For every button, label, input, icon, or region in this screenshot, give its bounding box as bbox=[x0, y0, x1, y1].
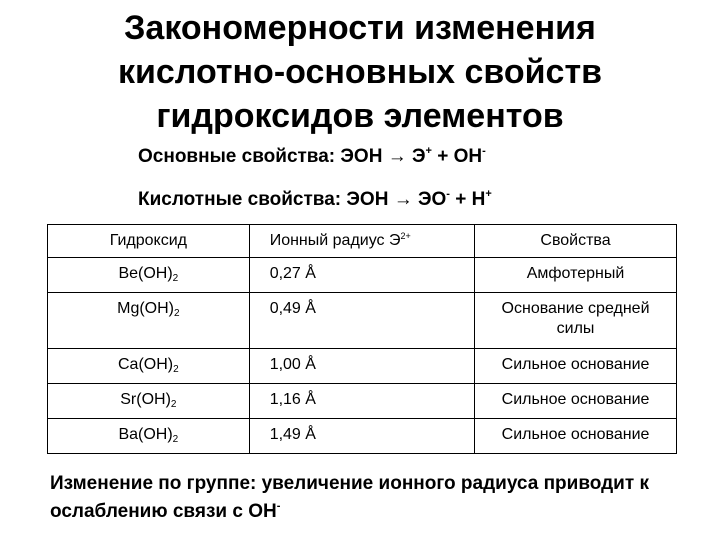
formula-subscript: 2 bbox=[172, 434, 179, 445]
formula-subscript: 2 bbox=[173, 364, 179, 375]
header-ionic-radius-text: Ионный радиус Э bbox=[269, 232, 401, 249]
acidic-equation-middle: + Н bbox=[449, 189, 486, 210]
title-line-1: Закономерности изменения bbox=[124, 9, 596, 47]
table-row bbox=[48, 293, 677, 349]
cell-radius: 1,00 Å bbox=[249, 349, 474, 384]
hydroxides-table bbox=[47, 224, 677, 454]
table-row bbox=[48, 349, 677, 384]
table-row bbox=[48, 419, 677, 454]
cell-radius: 0,49 Å bbox=[249, 293, 474, 349]
cell-formula bbox=[48, 258, 250, 293]
cell-property: Амфотерный bbox=[475, 258, 677, 293]
acidic-equation-text: Кислотные свойства: ЭОН → ЭО bbox=[138, 189, 447, 210]
basic-equation-charge-2: - bbox=[482, 145, 486, 157]
cell-property: Основание средней силы bbox=[475, 293, 677, 349]
cell-formula bbox=[48, 349, 250, 384]
acidic-equation-charge-2: + bbox=[485, 188, 492, 200]
cell-formula bbox=[48, 419, 250, 454]
cell-property: Сильное основание bbox=[475, 419, 677, 454]
formula-subscript: 2 bbox=[170, 399, 177, 410]
cell-property: Сильное основание bbox=[475, 349, 677, 384]
cell-radius: 1,49 Å bbox=[249, 419, 474, 454]
basic-equation-middle: + ОН bbox=[431, 146, 483, 167]
header-properties: Свойства bbox=[475, 225, 677, 258]
table-row bbox=[48, 258, 677, 293]
formula-text: Be(OH) bbox=[118, 265, 173, 282]
acidic-equation-charge-1: - bbox=[446, 188, 450, 200]
conclusion-text bbox=[50, 470, 690, 526]
formula-text: Mg(OH) bbox=[117, 300, 174, 317]
formula-subscript: 2 bbox=[174, 308, 180, 319]
slide-title bbox=[0, 6, 720, 138]
cell-formula bbox=[48, 293, 250, 349]
header-ionic-radius bbox=[249, 225, 474, 258]
formula-text: Ba(OH) bbox=[118, 426, 173, 443]
basic-properties-equation bbox=[138, 146, 486, 168]
table-row bbox=[48, 384, 677, 419]
cell-formula bbox=[48, 384, 250, 419]
formula-text: Sr(OH) bbox=[120, 391, 171, 408]
conclusion-body: Изменение по группе: увеличение ионного радиуса приводит к ослаблению связи с ОН bbox=[50, 473, 649, 522]
header-ionic-radius-charge: 2+ bbox=[400, 231, 411, 241]
header-hydroxide: Гидроксид bbox=[48, 225, 250, 258]
cell-radius: 0,27 Å bbox=[249, 258, 474, 293]
cell-property: Сильное основание bbox=[475, 384, 677, 419]
acidic-properties-equation bbox=[138, 189, 492, 211]
basic-equation-text: Основные свойства: ЭОН → Э bbox=[138, 146, 426, 167]
formula-text: Ca(OH) bbox=[118, 356, 174, 373]
title-line-2: кислотно-основных свойств bbox=[117, 53, 603, 91]
table-header-row bbox=[48, 225, 677, 258]
basic-equation-charge-1: + bbox=[425, 145, 432, 157]
conclusion-charge: - bbox=[276, 500, 281, 512]
title-line-3: гидроксидов элементов bbox=[156, 97, 564, 135]
cell-radius: 1,16 Å bbox=[249, 384, 474, 419]
formula-subscript: 2 bbox=[172, 273, 179, 284]
